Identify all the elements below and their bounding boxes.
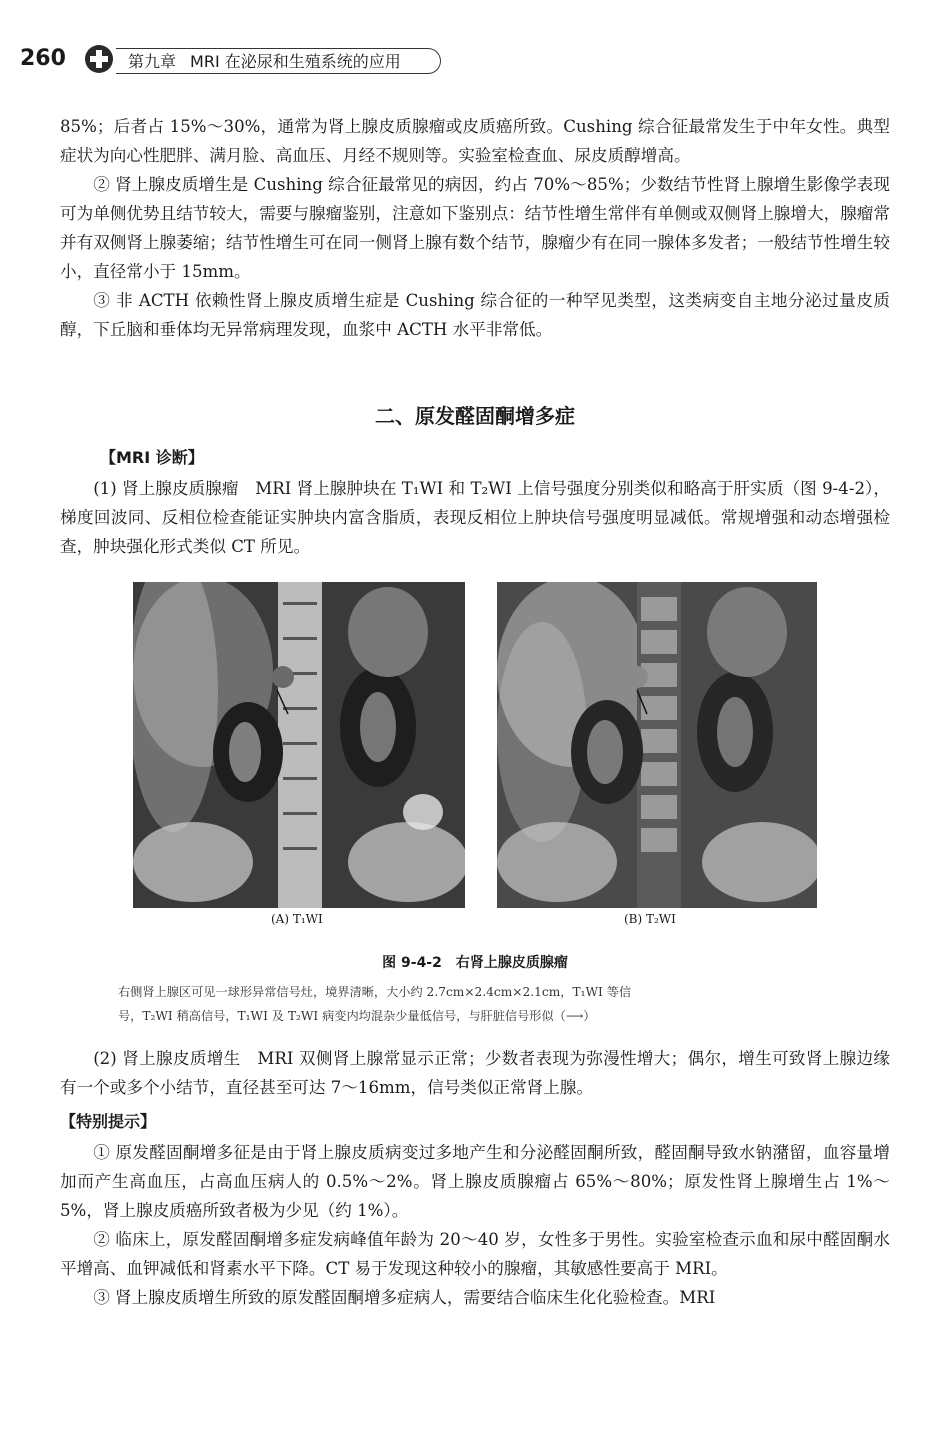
paragraph-continued: 85%；后者占 15%～30%，通常为肾上腺皮质腺瘤或皮质癌所致。Cushing 综合征最常发生于中年女性。典型症状为向心性肥胖、满月脸、高血压、月经不规则等。实验室检查血、尿皮质醇增高。: [60, 117, 890, 165]
caption-a: (A) T₁WI: [271, 912, 323, 926]
section-heading: 二、原发醛固酮增多症: [375, 404, 575, 428]
hyperplasia-section: [60, 1044, 890, 1102]
top-text: [60, 112, 890, 344]
mri-image-t1: [133, 582, 465, 908]
figure-description: [118, 980, 828, 1028]
tip-2: ② 临床上，原发醛固酮增多症发病峰值年龄为 20～40 岁，女性多于男性。实验室检查示血和尿中醛固酮水平增高、血钾减低和肾素水平下降。CT 易于发现这种较小的腺瘤，其敏感性要高于 MRI。: [60, 1230, 890, 1278]
paragraph-cushing-hyperplasia: ② 肾上腺皮质增生是 Cushing 综合征最常见的病因，约占 70%～85%；少数结节性肾上腺增生影像学表现可为单侧优势且结节较大，需要与腺瘤鉴别，注意如下鉴别点：结节性增生常伴有单侧或双侧肾上腺增大，腺瘤常并有双侧肾上腺萎缩；结节性增生可在同一侧肾上腺有数个结节，腺瘤少有在同一腺体多发者；一般结节性增生较小，直径常小于 15mm。: [60, 175, 890, 281]
tip-1: ① 原发醛固酮增多征是由于肾上腺皮质病变过多地产生和分泌醛固酮所致，醛固酮导致水钠潴留，血容量增加而产生高血压，占高血压病人的 0.5%～2%。肾上腺皮质腺瘤占 65%～80%；原发性肾上腺增生占 1%～5%，肾上腺皮质癌所致者极为少见（约 1%）。: [60, 1143, 890, 1220]
page-number: 260: [20, 46, 66, 71]
chapter-title: [116, 48, 441, 74]
mri-diagnosis-section: [60, 444, 890, 561]
mri-image-t2: [497, 582, 817, 908]
medical-cross-icon: [84, 44, 114, 74]
figure-desc-line-1: 右侧肾上腺区可见一球形异常信号灶，境界清晰，大小约 2.7cm×2.4cm×2.1cm，T₁WI 等信: [118, 985, 632, 999]
tip-3: ③ 肾上腺皮质增生所致的原发醛固酮增多症病人，需要结合临床生化化验检查。MRI: [93, 1288, 716, 1307]
figure-title: 图 9-4-2 右肾上腺皮质腺瘤: [382, 955, 568, 971]
chapter-label: 第九章: [128, 52, 177, 71]
caption-b: (B) T₂WI: [624, 912, 676, 926]
mri-diagnosis-label: 【MRI 诊断】: [100, 448, 204, 467]
figure-desc-line-2: 号，T₂WI 稍高信号，T₁WI 及 T₂WI 病变内均混杂少量低信号，与肝脏信号形似（⟶）: [118, 1009, 596, 1023]
paragraph-adenoma: (1) 肾上腺皮质腺瘤 MRI 肾上腺肿块在 T₁WI 和 T₂WI 上信号强度分别类似和略高于肝实质（图 9-4-2），梯度回波同、反相位检查能证实肿块内富含脂质，表现反相位上肿块信号强度明显减低。常规增强和动态增强检查，肿块强化形式类似 CT 所见。: [60, 479, 890, 556]
chapter-subtitle: MRI 在泌尿和生殖系统的应用: [190, 52, 401, 71]
paragraph-non-acth: ③ 非 ACTH 依赖性肾上腺皮质增生症是 Cushing 综合征的一种罕见类型，这类病变自主地分泌过量皮质醇，下丘脑和垂体均无异常病理发现，血浆中 ACTH 水平非常低。: [60, 291, 890, 339]
page-header: [20, 42, 460, 80]
paragraph-hyperplasia: (2) 肾上腺皮质增生 MRI 双侧肾上腺常显示正常；少数者表现为弥漫性增大；偶尔，增生可致肾上腺边缘有一个或多个小结节，直径甚至可达 7～16mm，信号类似正常肾上腺。: [60, 1049, 890, 1097]
tips-label: 【特别提示】: [60, 1112, 157, 1131]
tips-section: [60, 1108, 890, 1312]
